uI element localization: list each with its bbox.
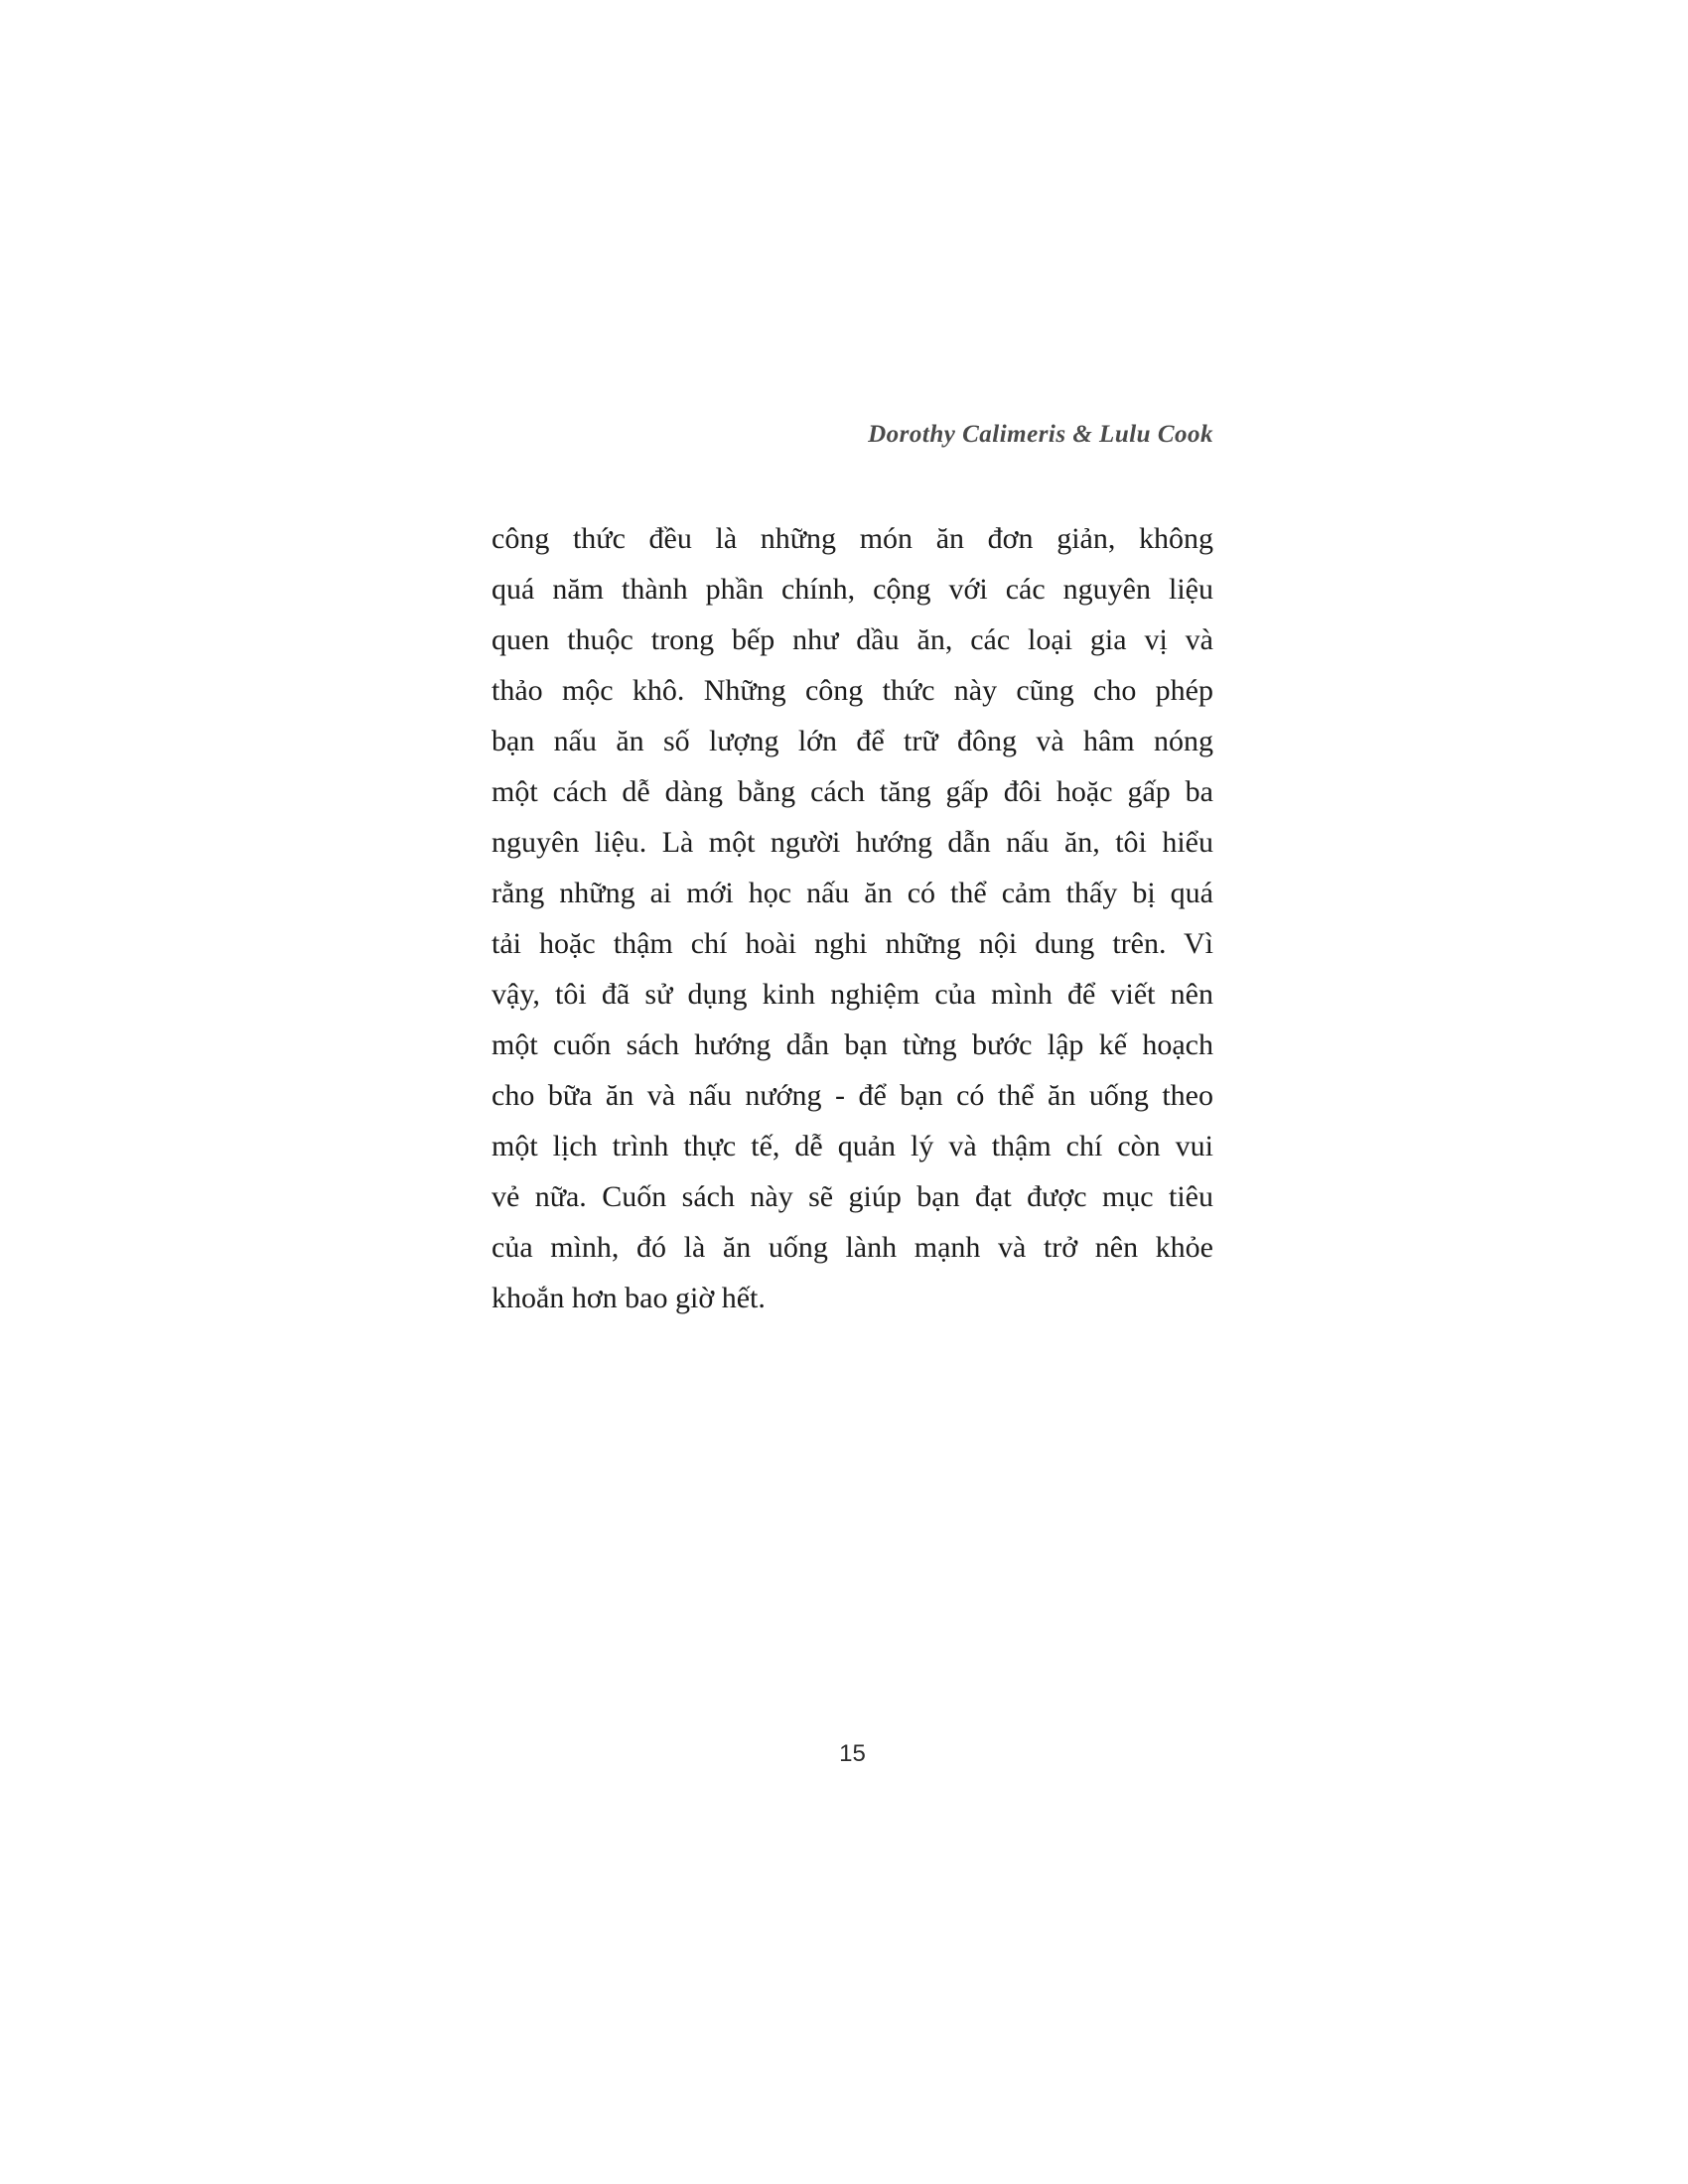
body-line: của mình, đó là ăn uống lành mạnh và trở nên khỏe <box>492 1231 1213 1264</box>
body-line: tải hoặc thậm chí hoài nghi những nội dung trên. Vì <box>492 927 1213 960</box>
author-credit-header: Dorothy Calimeris & Lulu Cook <box>868 421 1213 448</box>
body-line: vẻ nữa. Cuốn sách này sẽ giúp bạn đạt được mục tiêu <box>492 1180 1213 1213</box>
body-line: cho bữa ăn và nấu nướng - để bạn có thể ăn uống theo <box>492 1079 1213 1112</box>
body-line: thảo mộc khô. Những công thức này cũng cho phép <box>492 674 1213 707</box>
body-line: quen thuộc trong bếp như dầu ăn, các loại gia vị và <box>492 623 1213 656</box>
body-line: một cách dễ dàng bằng cách tăng gấp đôi hoặc gấp ba <box>492 775 1213 808</box>
body-line: bạn nấu ăn số lượng lớn để trữ đông và hâm nóng <box>492 725 1213 757</box>
body-line: một lịch trình thực tế, dễ quản lý và thậm chí còn vui <box>492 1130 1213 1162</box>
body-line: một cuốn sách hướng dẫn bạn từng bước lập kế hoạch <box>492 1028 1213 1061</box>
page-number: 15 <box>839 1740 866 1767</box>
body-line: vậy, tôi đã sử dụng kinh nghiệm của mình để viết nên <box>492 978 1213 1011</box>
body-line: quá năm thành phần chính, cộng với các nguyên liệu <box>492 573 1213 606</box>
body-line: nguyên liệu. Là một người hướng dẫn nấu ăn, tôi hiểu <box>492 826 1213 859</box>
body-line: rằng những ai mới học nấu ăn có thể cảm thấy bị quá <box>492 877 1213 909</box>
body-line: khoắn hơn bao giờ hết. <box>492 1282 766 1314</box>
body-line: công thức đều là những món ăn đơn giản, không <box>492 522 1213 555</box>
body-paragraph <box>492 513 1213 1323</box>
